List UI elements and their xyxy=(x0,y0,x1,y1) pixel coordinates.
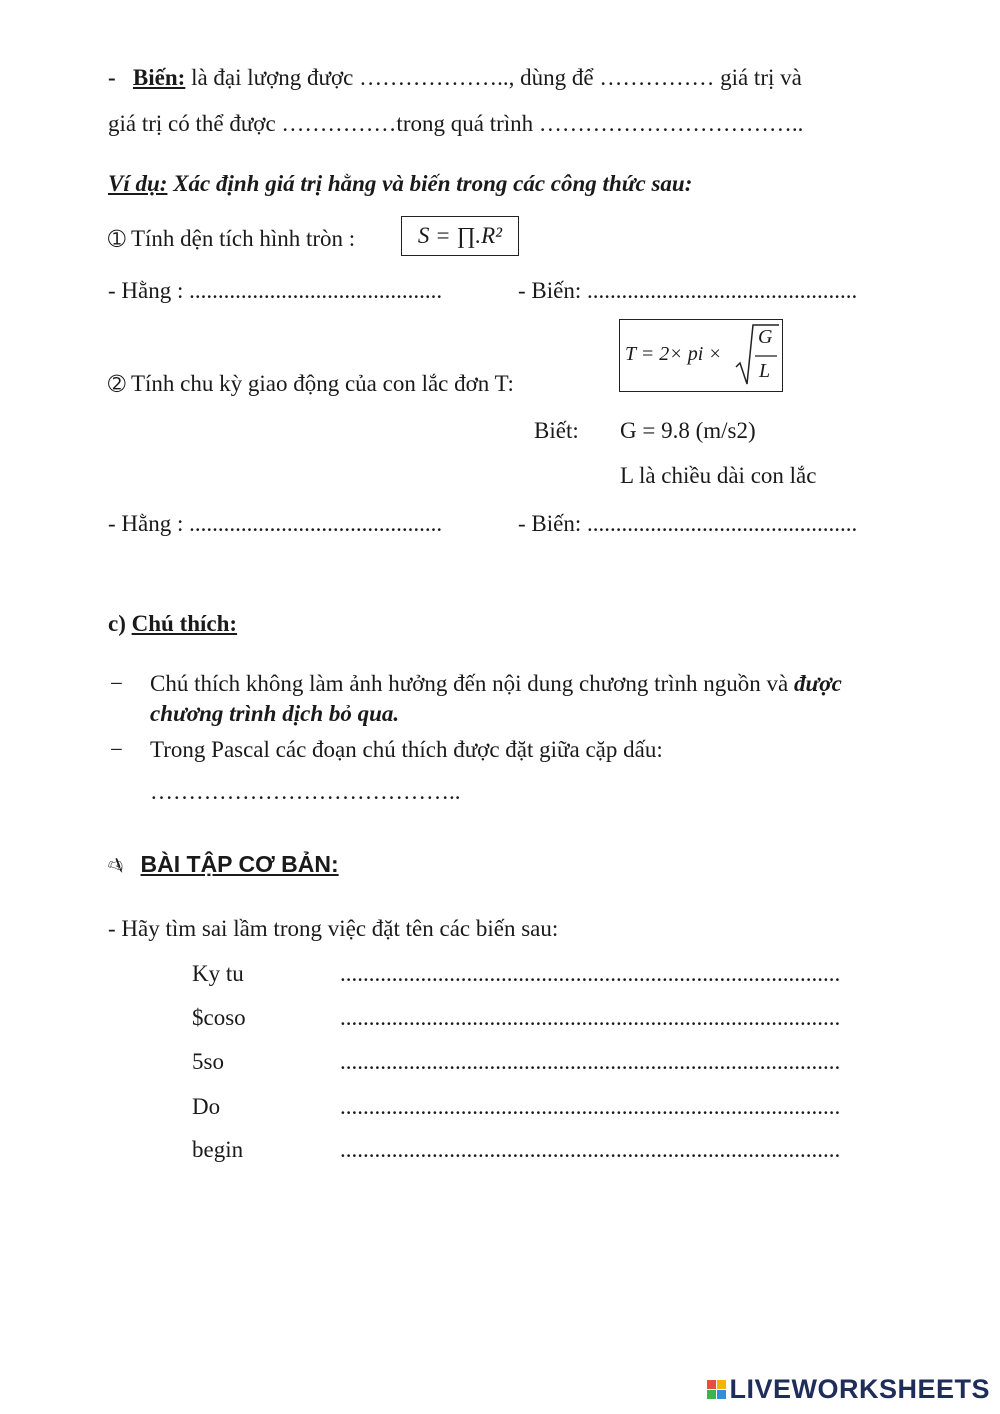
task1-hang xyxy=(108,278,442,304)
logo-text: LIVEWORKSHEETS xyxy=(729,1373,990,1404)
task2-bien xyxy=(518,511,857,537)
task2-biet-g: G = 9.8 (m/s2) xyxy=(620,418,756,443)
variable-answer-dots[interactable]: ....................................................................................... xyxy=(340,1005,841,1030)
task1-formula xyxy=(401,216,519,256)
section-c-item-1-emph2: chương trình dịch bỏ qua. xyxy=(150,701,400,726)
task1-formula-text: S = ∏.R² xyxy=(417,223,503,248)
liveworksheets-logo xyxy=(707,1372,990,1406)
example-heading xyxy=(108,171,692,197)
task2-bien-dots[interactable]: ............................................... xyxy=(587,511,858,536)
variable-answer-dots[interactable]: ....................................................................................... xyxy=(340,961,841,986)
task1-hang-label: - Hằng : xyxy=(108,278,184,303)
task1-bien xyxy=(518,278,857,304)
exercise-heading xyxy=(104,851,339,880)
section-c-heading xyxy=(108,611,237,637)
section-c-item-2-dots[interactable]: ………………………………….. xyxy=(150,779,461,804)
task1-text: Tính dện tích hình tròn : xyxy=(130,226,356,251)
logo-grid-icon xyxy=(707,1380,726,1399)
variable-answer-dots[interactable]: ....................................................................................... xyxy=(340,1094,841,1119)
example-heading-rest: Xác định giá trị hằng và biến trong các công thức sau: xyxy=(167,171,693,196)
task1-bien-dots[interactable]: ............................................... xyxy=(587,278,858,303)
task1-line xyxy=(108,226,355,252)
example-heading-lead: Ví dụ: xyxy=(108,171,168,196)
section-c-item-2-text: Trong Pascal các đoạn chú thích được đặt giữa cặp dấu: xyxy=(150,737,663,762)
task2-line xyxy=(108,371,514,397)
circled-one-icon: ➀ xyxy=(108,227,126,251)
variable-name: $coso xyxy=(192,1005,246,1030)
bien-definition-line1 xyxy=(108,65,802,91)
task2-text: Tính chu kỳ giao động của con lắc đơn T: xyxy=(130,371,514,396)
task1-hang-dots[interactable]: ............................................ xyxy=(189,278,443,303)
bien-line1-text: là đại lượng được ……………….., dùng để …………… giá trị và xyxy=(191,65,802,90)
task2-formula-denominator: L xyxy=(759,360,771,382)
section-c-prefix: c) xyxy=(108,611,126,636)
variable-answer-dots[interactable]: ....................................................................................... xyxy=(340,1049,841,1074)
task2-biet-l: L là chiều dài con lắc xyxy=(620,463,817,488)
section-c-item-1-dash: − xyxy=(110,671,123,696)
section-c-item-1-line1 xyxy=(150,671,842,697)
logo-cell xyxy=(707,1390,716,1399)
exercise-prompt: - Hãy tìm sai lầm trong việc đặt tên các biến sau: xyxy=(108,916,559,941)
logo-cell xyxy=(717,1390,726,1399)
variable-name: 5so xyxy=(192,1049,224,1074)
task2-formula xyxy=(619,319,783,392)
logo-cell xyxy=(707,1380,716,1389)
bien-term: Biến: xyxy=(132,65,186,90)
exercise-title: BÀI TẬP CƠ BẢN: xyxy=(140,851,339,877)
section-c-item-1-text: Chú thích không làm ảnh hưởng đến nội dung chương trình nguồn và xyxy=(150,671,794,696)
task2-bien-label: - Biến: xyxy=(518,511,582,536)
task2-hang-dots[interactable]: ............................................ xyxy=(189,511,443,536)
writing-hand-icon: ✍ xyxy=(104,852,128,880)
bien-dash: - xyxy=(108,65,116,90)
task2-hang xyxy=(108,511,442,537)
task2-biet-label: Biết: xyxy=(534,418,579,443)
task2-formula-numerator: G xyxy=(758,326,773,348)
section-c-item-2-dash: − xyxy=(110,737,123,762)
task1-bien-label: - Biến: xyxy=(518,278,582,303)
circled-two-icon: ➁ xyxy=(108,372,126,396)
section-c-title: Chú thích: xyxy=(131,611,238,636)
variable-name: begin xyxy=(192,1137,244,1162)
task2-formula-left: T = 2× pi × xyxy=(625,343,722,365)
bien-definition-line2: giá trị có thể được ……………trong quá trình …………………………….. xyxy=(108,111,804,136)
section-c-item-1-emph1: được xyxy=(794,671,842,696)
variable-name: Do xyxy=(192,1094,221,1119)
variable-answer-dots[interactable]: ....................................................................................... xyxy=(340,1137,841,1162)
logo-cell xyxy=(717,1380,726,1389)
task2-hang-label: - Hằng : xyxy=(108,511,184,536)
variable-name: Ky tu xyxy=(192,961,244,986)
